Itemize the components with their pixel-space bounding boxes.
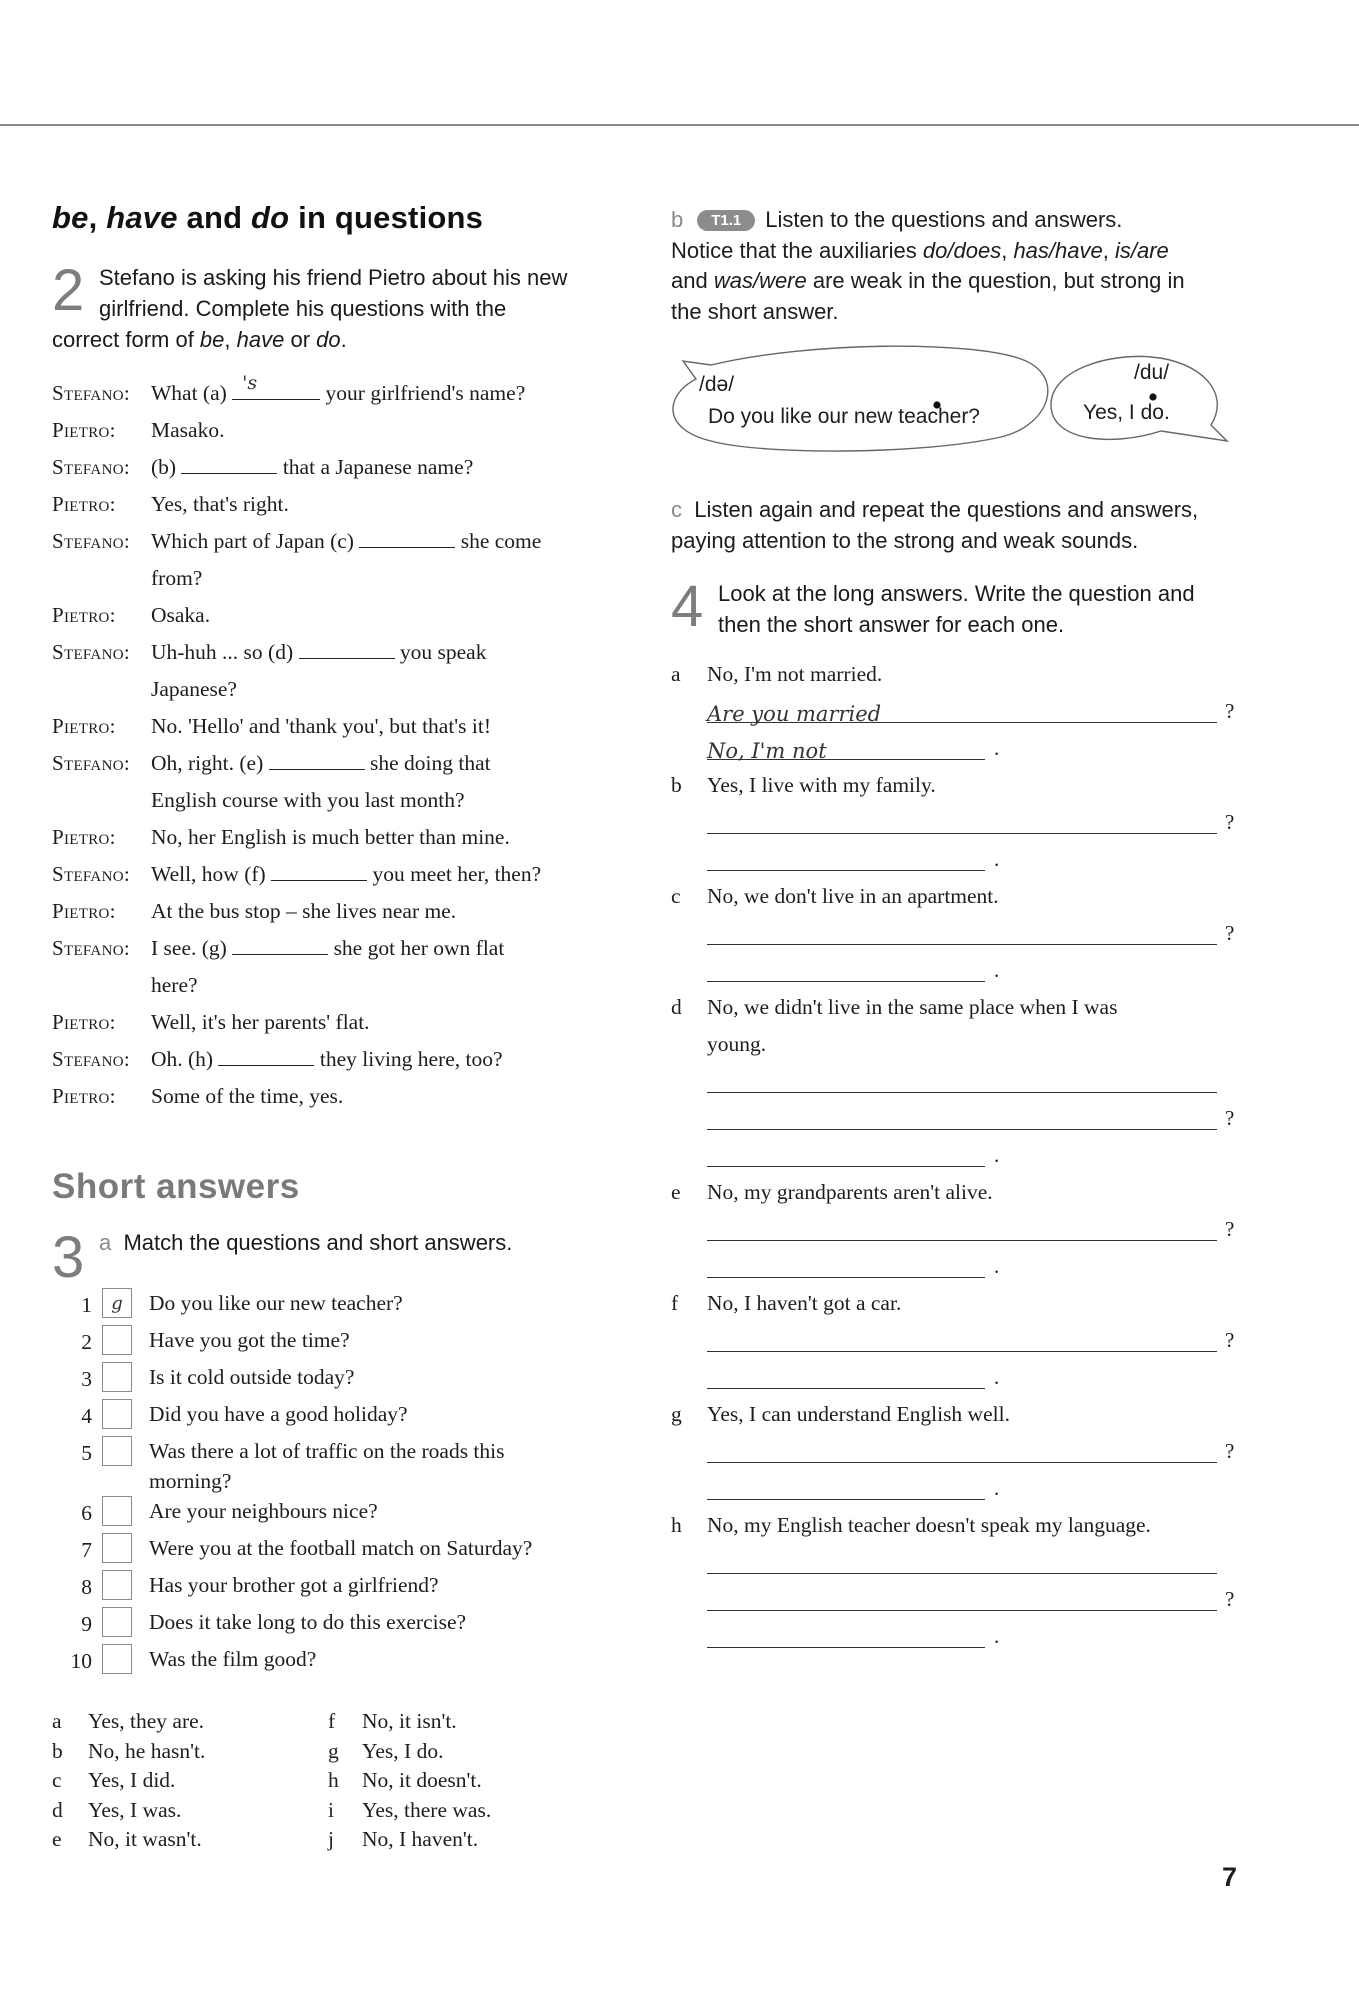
option-text: Yes, I do. bbox=[362, 1738, 444, 1763]
question-mark: ? bbox=[1225, 699, 1235, 723]
exercise-3c: c Listen again and repeat the questions and answers, paying attention to the strong and weak sounds. bbox=[671, 497, 1199, 553]
full-stop: . bbox=[994, 958, 1000, 982]
long-answer-item bbox=[671, 1174, 1241, 1285]
dialogue-line bbox=[52, 967, 627, 1004]
speaker-name: Pietro: bbox=[52, 418, 116, 442]
question-number: 5 bbox=[81, 1441, 92, 1465]
handwritten-answer: No, I'm not bbox=[707, 739, 827, 763]
full-stop: . bbox=[994, 1143, 1000, 1167]
speaker-name bbox=[52, 671, 151, 708]
dialogue-line bbox=[52, 449, 627, 486]
question-write-line[interactable] bbox=[707, 1581, 1241, 1618]
handwritten-answer: 's bbox=[242, 372, 258, 394]
long-answer-item bbox=[671, 878, 1241, 989]
question-text: Did you have a good holiday? bbox=[149, 1402, 408, 1426]
question-write-line[interactable] bbox=[707, 693, 1241, 730]
speaker-name: Stefano: bbox=[52, 455, 130, 479]
answer-blank[interactable] bbox=[299, 636, 395, 659]
speaker-name bbox=[52, 967, 151, 1004]
question-row bbox=[52, 1607, 627, 1644]
bubble-question-phonetic: /də/ bbox=[699, 373, 735, 396]
question-row bbox=[52, 1362, 627, 1399]
dialogue-line bbox=[52, 597, 627, 634]
question-number: 2 bbox=[81, 1330, 92, 1354]
utterance: Oh. (h) they living here, too? bbox=[151, 1041, 627, 1078]
short-answer-write-line[interactable] bbox=[707, 1618, 1241, 1655]
full-stop: . bbox=[994, 1365, 1000, 1389]
question-write-line[interactable] bbox=[707, 804, 1241, 841]
short-answer-write-line[interactable] bbox=[707, 1248, 1241, 1285]
bubble-answer-phonetic: /du/ bbox=[1134, 361, 1170, 384]
option-letter: c bbox=[52, 1768, 62, 1793]
long-answer-text: young. bbox=[707, 1032, 767, 1056]
option-text: Yes, they are. bbox=[88, 1709, 205, 1733]
question-mark: ? bbox=[1225, 921, 1235, 945]
speaker-name bbox=[52, 560, 151, 597]
dialogue-line bbox=[52, 782, 627, 819]
utterance: No. 'Hello' and 'thank you', but that's it! bbox=[151, 714, 492, 738]
question-number: 8 bbox=[81, 1575, 92, 1599]
item-letter: c bbox=[671, 884, 681, 908]
answer-box[interactable] bbox=[102, 1288, 132, 1318]
answer-blank[interactable] bbox=[218, 1043, 314, 1066]
option-letter: f bbox=[328, 1709, 336, 1733]
answer-box[interactable] bbox=[102, 1570, 132, 1600]
long-answer-item bbox=[671, 656, 1241, 767]
utterance: Well, it's her parents' flat. bbox=[151, 1010, 370, 1034]
option-letter: g bbox=[328, 1738, 339, 1763]
item-letter: g bbox=[671, 1402, 682, 1426]
utterance: At the bus stop – she lives near me. bbox=[151, 899, 457, 923]
short-answer-options bbox=[52, 1707, 627, 1855]
dialogue-line bbox=[52, 671, 627, 708]
item-letter: e bbox=[671, 1180, 681, 1204]
question-text: Was the film good? bbox=[149, 1647, 317, 1671]
exercise-4-instructions: 4 Look at the long answers. Write the question and then the short answer for each one. bbox=[671, 574, 1195, 639]
option-text: Yes, I was. bbox=[88, 1797, 182, 1822]
dialogue-line bbox=[52, 856, 627, 893]
dialogue-line bbox=[52, 1078, 627, 1115]
speaker-name: Pietro: bbox=[52, 603, 116, 627]
section-title: be, have and do in questions bbox=[52, 200, 484, 235]
question-number: 1 bbox=[81, 1293, 92, 1317]
item-letter: d bbox=[671, 995, 682, 1019]
question-text: Are your neighbours nice? bbox=[149, 1499, 378, 1523]
speaker-name: Pietro: bbox=[52, 825, 116, 849]
question-write-line[interactable] bbox=[707, 1211, 1241, 1248]
question-number: 3 bbox=[81, 1367, 92, 1391]
answer-box[interactable] bbox=[102, 1607, 132, 1637]
question-mark: ? bbox=[1225, 1106, 1235, 1130]
question-row bbox=[52, 1570, 627, 1607]
utterance: I see. (g) she got her own flat bbox=[151, 930, 627, 967]
audio-track-badge[interactable]: T1.1 bbox=[697, 210, 755, 231]
speaker-name: Stefano: bbox=[52, 529, 130, 553]
question-text: Does it take long to do this exercise? bbox=[149, 1610, 467, 1634]
utterance: Oh, right. (e) she doing that bbox=[151, 745, 627, 782]
item-letter: a bbox=[671, 662, 681, 686]
speaker-name: Stefano: bbox=[52, 862, 130, 886]
dialogue-line bbox=[52, 523, 627, 560]
utterance: here? bbox=[151, 973, 198, 997]
question-text: Have you got the time? bbox=[149, 1328, 350, 1352]
long-answer-list bbox=[671, 656, 1241, 1655]
long-answer-text: No, I haven't got a car. bbox=[707, 1291, 902, 1315]
speech-bubbles bbox=[671, 345, 1241, 457]
extra-write-line[interactable] bbox=[707, 1063, 1241, 1100]
utterance: Which part of Japan (c) she come bbox=[151, 523, 627, 560]
full-stop: . bbox=[994, 847, 1000, 871]
item-letter: h bbox=[671, 1513, 682, 1537]
handwritten-answer: Are you married bbox=[707, 702, 882, 726]
option-letter: h bbox=[328, 1768, 339, 1793]
option-letter: i bbox=[328, 1797, 334, 1822]
answer-box[interactable] bbox=[102, 1644, 132, 1674]
question-write-line[interactable] bbox=[707, 915, 1241, 952]
option-letter: d bbox=[52, 1797, 63, 1822]
speaker-name: Pietro: bbox=[52, 714, 116, 738]
short-answer-write-line[interactable] bbox=[707, 1470, 1241, 1507]
question-row bbox=[52, 1288, 627, 1325]
question-mark: ? bbox=[1225, 1328, 1235, 1352]
answer-blank[interactable] bbox=[359, 525, 455, 548]
option-text: No, he hasn't. bbox=[88, 1738, 206, 1763]
question-mark: ? bbox=[1225, 1439, 1235, 1463]
exercise-3a-instructions: 3 a Match the questions and short answers. bbox=[52, 1225, 513, 1290]
right-column bbox=[671, 205, 1241, 1655]
long-answer-item bbox=[671, 1396, 1241, 1507]
speaker-name: Pietro: bbox=[52, 1010, 116, 1034]
answer-blank[interactable] bbox=[232, 932, 328, 955]
full-stop: . bbox=[994, 1254, 1000, 1278]
dialogue-line bbox=[52, 412, 627, 449]
utterance: Uh-huh ... so (d) you speak bbox=[151, 634, 627, 671]
answer-box[interactable] bbox=[102, 1399, 132, 1429]
long-answer-text: No, I'm not married. bbox=[707, 662, 883, 686]
dialogue-line bbox=[52, 1041, 627, 1078]
question-number: 9 bbox=[81, 1612, 92, 1636]
short-answers-title: Short answers bbox=[52, 1167, 300, 1206]
question-text: Has your brother got a girlfriend? bbox=[149, 1573, 439, 1597]
option-text: No, it isn't. bbox=[362, 1709, 457, 1733]
dialogue-line bbox=[52, 634, 627, 671]
long-answer-text: No, my English teacher doesn't speak my language. bbox=[707, 1513, 1151, 1537]
utterance: What (a) 's your girlfriend's name? bbox=[151, 375, 627, 412]
dialogue-line bbox=[52, 708, 627, 745]
exercise-number: 3 bbox=[52, 1225, 85, 1290]
bubble-answer: Yes, I do. bbox=[1083, 401, 1170, 424]
answer-blank[interactable] bbox=[232, 372, 320, 400]
question-row bbox=[52, 1496, 627, 1533]
question-text: Were you at the football match on Saturday? bbox=[149, 1536, 533, 1560]
answer-box[interactable] bbox=[102, 1325, 132, 1355]
question-write-line[interactable] bbox=[707, 1322, 1241, 1359]
speaker-name: Stefano: bbox=[52, 1047, 130, 1071]
question-row bbox=[52, 1644, 627, 1681]
long-answer-text: Yes, I live with my family. bbox=[707, 773, 936, 797]
question-mark: ? bbox=[1225, 1217, 1235, 1241]
item-letter: b bbox=[671, 773, 682, 797]
option-letter: e bbox=[52, 1827, 62, 1852]
short-answer-write-line[interactable] bbox=[707, 841, 1241, 878]
full-stop: . bbox=[994, 736, 1000, 760]
question-text: Do you like our new teacher? bbox=[149, 1291, 403, 1315]
answer-box[interactable] bbox=[102, 1533, 132, 1563]
exercise-3b: b T1.1 Listen to the questions and answers. Notice that the auxiliaries do/does, has/have, is/are and was/were are weak in the question, but strong in the short answer. bbox=[671, 207, 1185, 324]
option-text: No, I haven't. bbox=[362, 1827, 479, 1852]
speaker-name bbox=[52, 782, 151, 819]
question-write-line[interactable] bbox=[707, 1433, 1241, 1470]
question-text: Was there a lot of traffic on the roads this morning? bbox=[149, 1439, 505, 1493]
utterance: No, her English is much better than mine. bbox=[151, 825, 510, 849]
question-row bbox=[52, 1436, 627, 1496]
speaker-name: Stefano: bbox=[52, 640, 130, 664]
utterance: Masako. bbox=[151, 418, 225, 442]
long-answer-item bbox=[671, 767, 1241, 878]
option-text: Yes, I did. bbox=[88, 1768, 176, 1793]
short-answer-write-line[interactable] bbox=[707, 1137, 1241, 1174]
speaker-name: Stefano: bbox=[52, 381, 130, 405]
option-text: No, it wasn't. bbox=[88, 1827, 202, 1852]
dialogue-line bbox=[52, 893, 627, 930]
option-letter: j bbox=[328, 1827, 334, 1852]
item-letter: f bbox=[671, 1291, 679, 1315]
short-answer-write-line[interactable] bbox=[707, 730, 1241, 767]
long-answer-text: No, my grandparents aren't alive. bbox=[707, 1180, 993, 1204]
answer-blank[interactable] bbox=[181, 451, 277, 474]
bubble-question: Do you like our new teacher? bbox=[708, 405, 980, 428]
dialogue-line bbox=[52, 486, 627, 523]
long-answer-item bbox=[671, 1507, 1241, 1655]
top-rule bbox=[0, 124, 1359, 126]
option-text: Yes, there was. bbox=[362, 1797, 492, 1822]
speaker-name: Stefano: bbox=[52, 751, 130, 775]
dialogue-line bbox=[52, 560, 627, 597]
long-answer-item bbox=[671, 1285, 1241, 1396]
answer-blank[interactable] bbox=[269, 747, 365, 770]
full-stop: . bbox=[994, 1476, 1000, 1500]
dialogue-line bbox=[52, 819, 627, 856]
utterance: Some of the time, yes. bbox=[151, 1084, 344, 1108]
utterance: from? bbox=[151, 566, 203, 590]
dialogue-line bbox=[52, 372, 627, 412]
question-mark: ? bbox=[1225, 810, 1235, 834]
question-number: 7 bbox=[81, 1538, 92, 1562]
full-stop: . bbox=[994, 1624, 1000, 1648]
utterance: Osaka. bbox=[151, 603, 211, 627]
long-answer-text: Yes, I can understand English well. bbox=[707, 1402, 1010, 1426]
question-write-line[interactable] bbox=[707, 1100, 1241, 1137]
answer-box[interactable] bbox=[102, 1362, 132, 1392]
utterance: Well, how (f) you meet her, then? bbox=[151, 856, 627, 893]
question-row bbox=[52, 1325, 627, 1362]
question-number: 4 bbox=[81, 1404, 92, 1428]
speaker-name: Pietro: bbox=[52, 899, 116, 923]
question-text: Is it cold outside today? bbox=[149, 1365, 355, 1389]
utterance: Yes, that's right. bbox=[151, 492, 289, 516]
dialogue-line bbox=[52, 930, 627, 967]
handwritten-answer: g bbox=[111, 1293, 123, 1314]
option-letter: a bbox=[52, 1709, 62, 1733]
dialogue-line bbox=[52, 745, 627, 782]
speaker-name: Stefano: bbox=[52, 936, 130, 960]
dialogue bbox=[52, 372, 627, 1115]
answer-box[interactable] bbox=[102, 1496, 132, 1526]
answer-blank[interactable] bbox=[271, 858, 367, 881]
dialogue-line bbox=[52, 1004, 627, 1041]
question-list bbox=[52, 1288, 627, 1681]
question-number: 10 bbox=[70, 1649, 92, 1673]
long-answer-text: No, we didn't live in the same place when I was bbox=[707, 995, 1118, 1019]
extra-write-line[interactable] bbox=[707, 1544, 1241, 1581]
exercise-2-instructions: 2 Stefano is asking his friend Pietro about his new girlfriend. Complete his questions with the correct form of be, have or do. bbox=[52, 258, 568, 352]
long-answer-text: No, we don't live in an apartment. bbox=[707, 884, 999, 908]
option-letter: b bbox=[52, 1738, 63, 1763]
option-text: No, it doesn't. bbox=[362, 1768, 482, 1793]
left-column bbox=[52, 200, 627, 1855]
speaker-name: Pietro: bbox=[52, 1084, 116, 1108]
answer-box[interactable] bbox=[102, 1436, 132, 1466]
exercise-number: 4 bbox=[671, 574, 704, 639]
utterance: Japanese? bbox=[151, 677, 237, 701]
question-row bbox=[52, 1533, 627, 1570]
question-number: 6 bbox=[81, 1501, 92, 1525]
short-answer-write-line[interactable] bbox=[707, 1359, 1241, 1396]
speaker-name: Pietro: bbox=[52, 492, 116, 516]
long-answer-item bbox=[671, 989, 1241, 1174]
utterance: English course with you last month? bbox=[151, 788, 465, 812]
question-row bbox=[52, 1399, 627, 1436]
question-mark: ? bbox=[1225, 1587, 1235, 1611]
short-answer-write-line[interactable] bbox=[707, 952, 1241, 989]
utterance: (b) that a Japanese name? bbox=[151, 449, 627, 486]
exercise-number: 2 bbox=[52, 258, 85, 323]
page-number: 7 bbox=[1222, 1862, 1238, 1892]
